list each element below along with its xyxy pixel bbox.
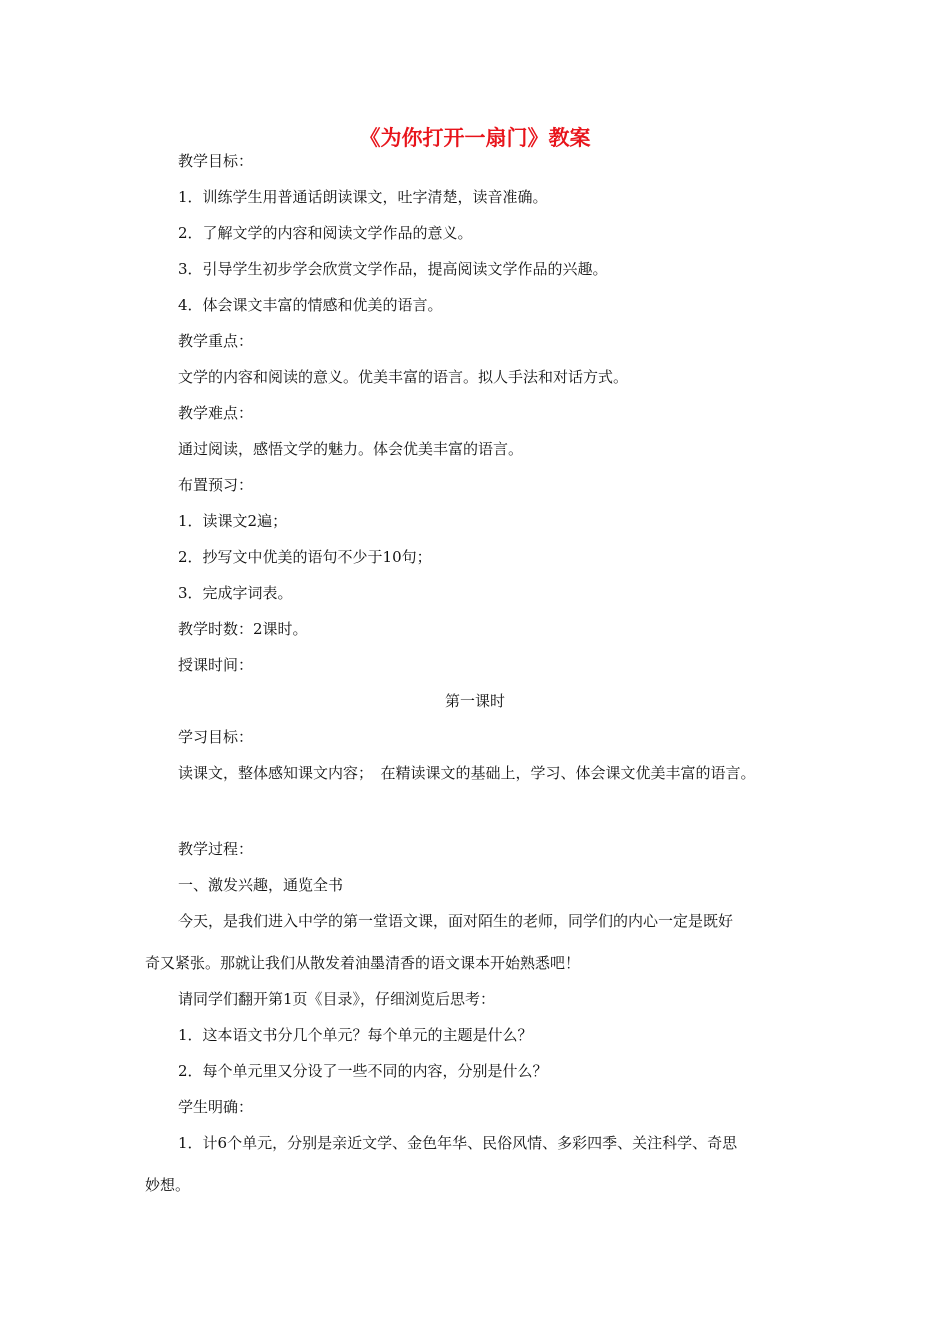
heading-teaching-process: 教学过程： [178,840,254,858]
answer-item-1-continued: 妙想。 [145,1176,191,1194]
heading-teaching-goals: 教学目标： [178,152,254,170]
class-time: 授课时间： [178,656,254,674]
process-step-1-heading: 一、激发兴趣，通览全书 [178,876,344,894]
heading-difficulties: 教学难点： [178,404,254,422]
preview-item-1: 1．读课文2遍； [178,512,288,530]
learning-goals-text: 读课文，整体感知课文内容； 在精读课文的基础上，学习、体会课文优美丰富的语言。 [178,764,756,782]
paragraph-line: 请同学们翻开第1页《目录》，仔细浏览后思考： [178,990,496,1008]
difficulties-text: 通过阅读，感悟文学的魅力。体会优美丰富的语言。 [178,440,524,458]
paragraph-line: 今天，是我们进入中学的第一堂语文课，面对陌生的老师，同学们的内心一定是既好 [178,912,734,930]
preview-item-3: 3．完成字词表。 [178,584,293,602]
answer-item-1: 1．计6个单元，分别是亲近文学、金色年华、民俗风情、多彩四季、关注科学、奇思 [178,1134,738,1152]
heading-student-answer: 学生明确： [178,1098,254,1116]
goal-item-1: 1．训练学生用普通话朗读课文，吐字清楚，读音准确。 [178,188,548,206]
section-heading-first-lesson: 第一课时 [444,692,505,710]
class-hours: 教学时数：2课时。 [178,620,308,638]
paragraph-line: 奇又紧张。那就让我们从散发着油墨清香的语文课本开始熟悉吧！ [145,954,581,972]
question-item-1: 1．这本语文书分几个单元？每个单元的主题是什么？ [178,1026,533,1044]
goal-item-4: 4．体会课文丰富的情感和优美的语言。 [178,296,443,314]
goal-item-2: 2．了解文学的内容和阅读文学作品的意义。 [178,224,473,242]
heading-preview: 布置预习： [178,476,254,494]
goal-item-3: 3．引导学生初步学会欣赏文学作品，提高阅读文学作品的兴趣。 [178,260,608,278]
heading-learning-goals: 学习目标： [178,728,254,746]
preview-item-2: 2．抄写文中优美的语句不少于10句； [178,548,432,566]
key-points-text: 文学的内容和阅读的意义。优美丰富的语言。拟人手法和对话方式。 [178,368,629,386]
heading-key-points: 教学重点： [178,332,254,350]
question-item-2: 2．每个单元里又分设了一些不同的内容，分别是什么？ [178,1062,548,1080]
document-title: 《为你打开一扇门》教案 [359,126,591,150]
